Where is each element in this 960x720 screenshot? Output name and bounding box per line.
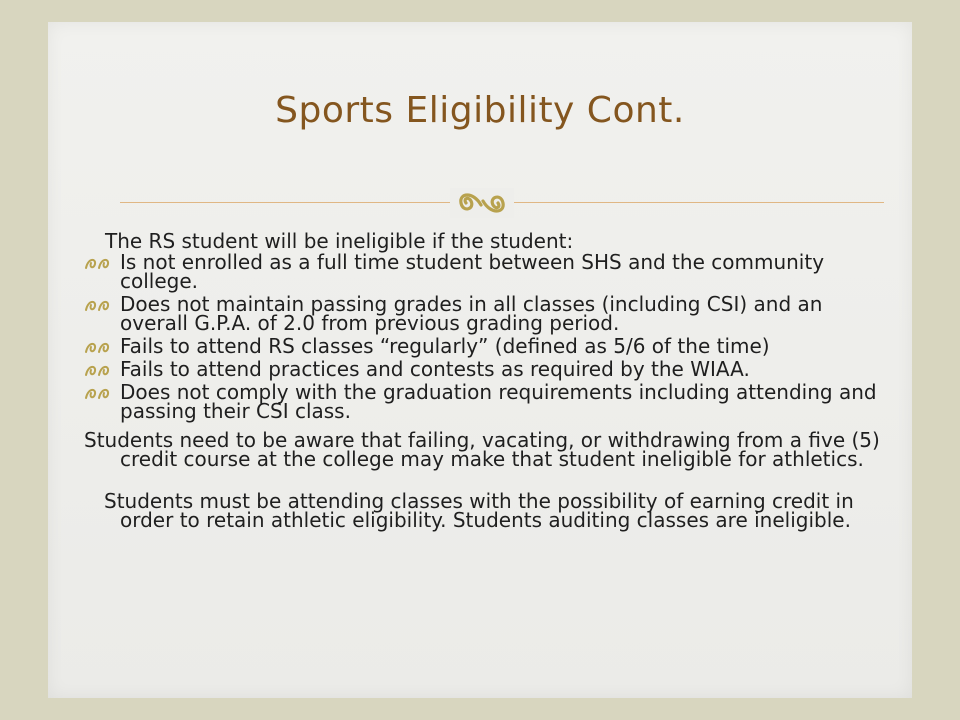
list-item	[84, 292, 894, 335]
slide-title: Sports Eligibility Cont.	[275, 90, 685, 131]
athletics-warning-paragraph: Students need to be aware that failing, vacating, or withdrawing from a five (5) credit course at the college may make that student ineligible for athletics.	[84, 428, 880, 471]
intro-text: The RS student will be ineligible if the student:	[105, 229, 574, 253]
list-item-text: Fails to attend RS classes “regularly” (defined as 5/6 of the time)	[120, 334, 770, 358]
eligibility-list	[84, 250, 894, 423]
double-loop-bullet-icon	[84, 338, 112, 356]
list-item	[84, 334, 894, 358]
list-item-text: Fails to attend practices and contests as required by the WIAA.	[120, 357, 750, 381]
list-item-text: Does not maintain passing grades in all classes (including CSI) and an overall G.P.A. of 2.0 from previous grading period.	[120, 292, 823, 335]
slide-body	[84, 229, 894, 532]
double-loop-bullet-icon	[84, 361, 112, 379]
double-swirl-ornament-icon	[450, 188, 514, 218]
double-loop-bullet-icon	[84, 384, 112, 402]
list-item-text: Does not comply with the graduation requirements including attending and passing their CSI class.	[120, 380, 877, 423]
list-item	[84, 250, 894, 293]
auditing-paragraph: Students must be attending classes with the possibility of earning credit in order to retain athletic eligibility. Students auditing classes are ineligible.	[104, 489, 854, 532]
list-item	[84, 380, 894, 423]
list-item	[84, 357, 894, 381]
list-item-text: Is not enrolled as a full time student between SHS and the community college.	[120, 250, 825, 293]
double-loop-bullet-icon	[84, 296, 112, 314]
double-loop-bullet-icon	[84, 254, 112, 272]
slide	[48, 22, 912, 698]
